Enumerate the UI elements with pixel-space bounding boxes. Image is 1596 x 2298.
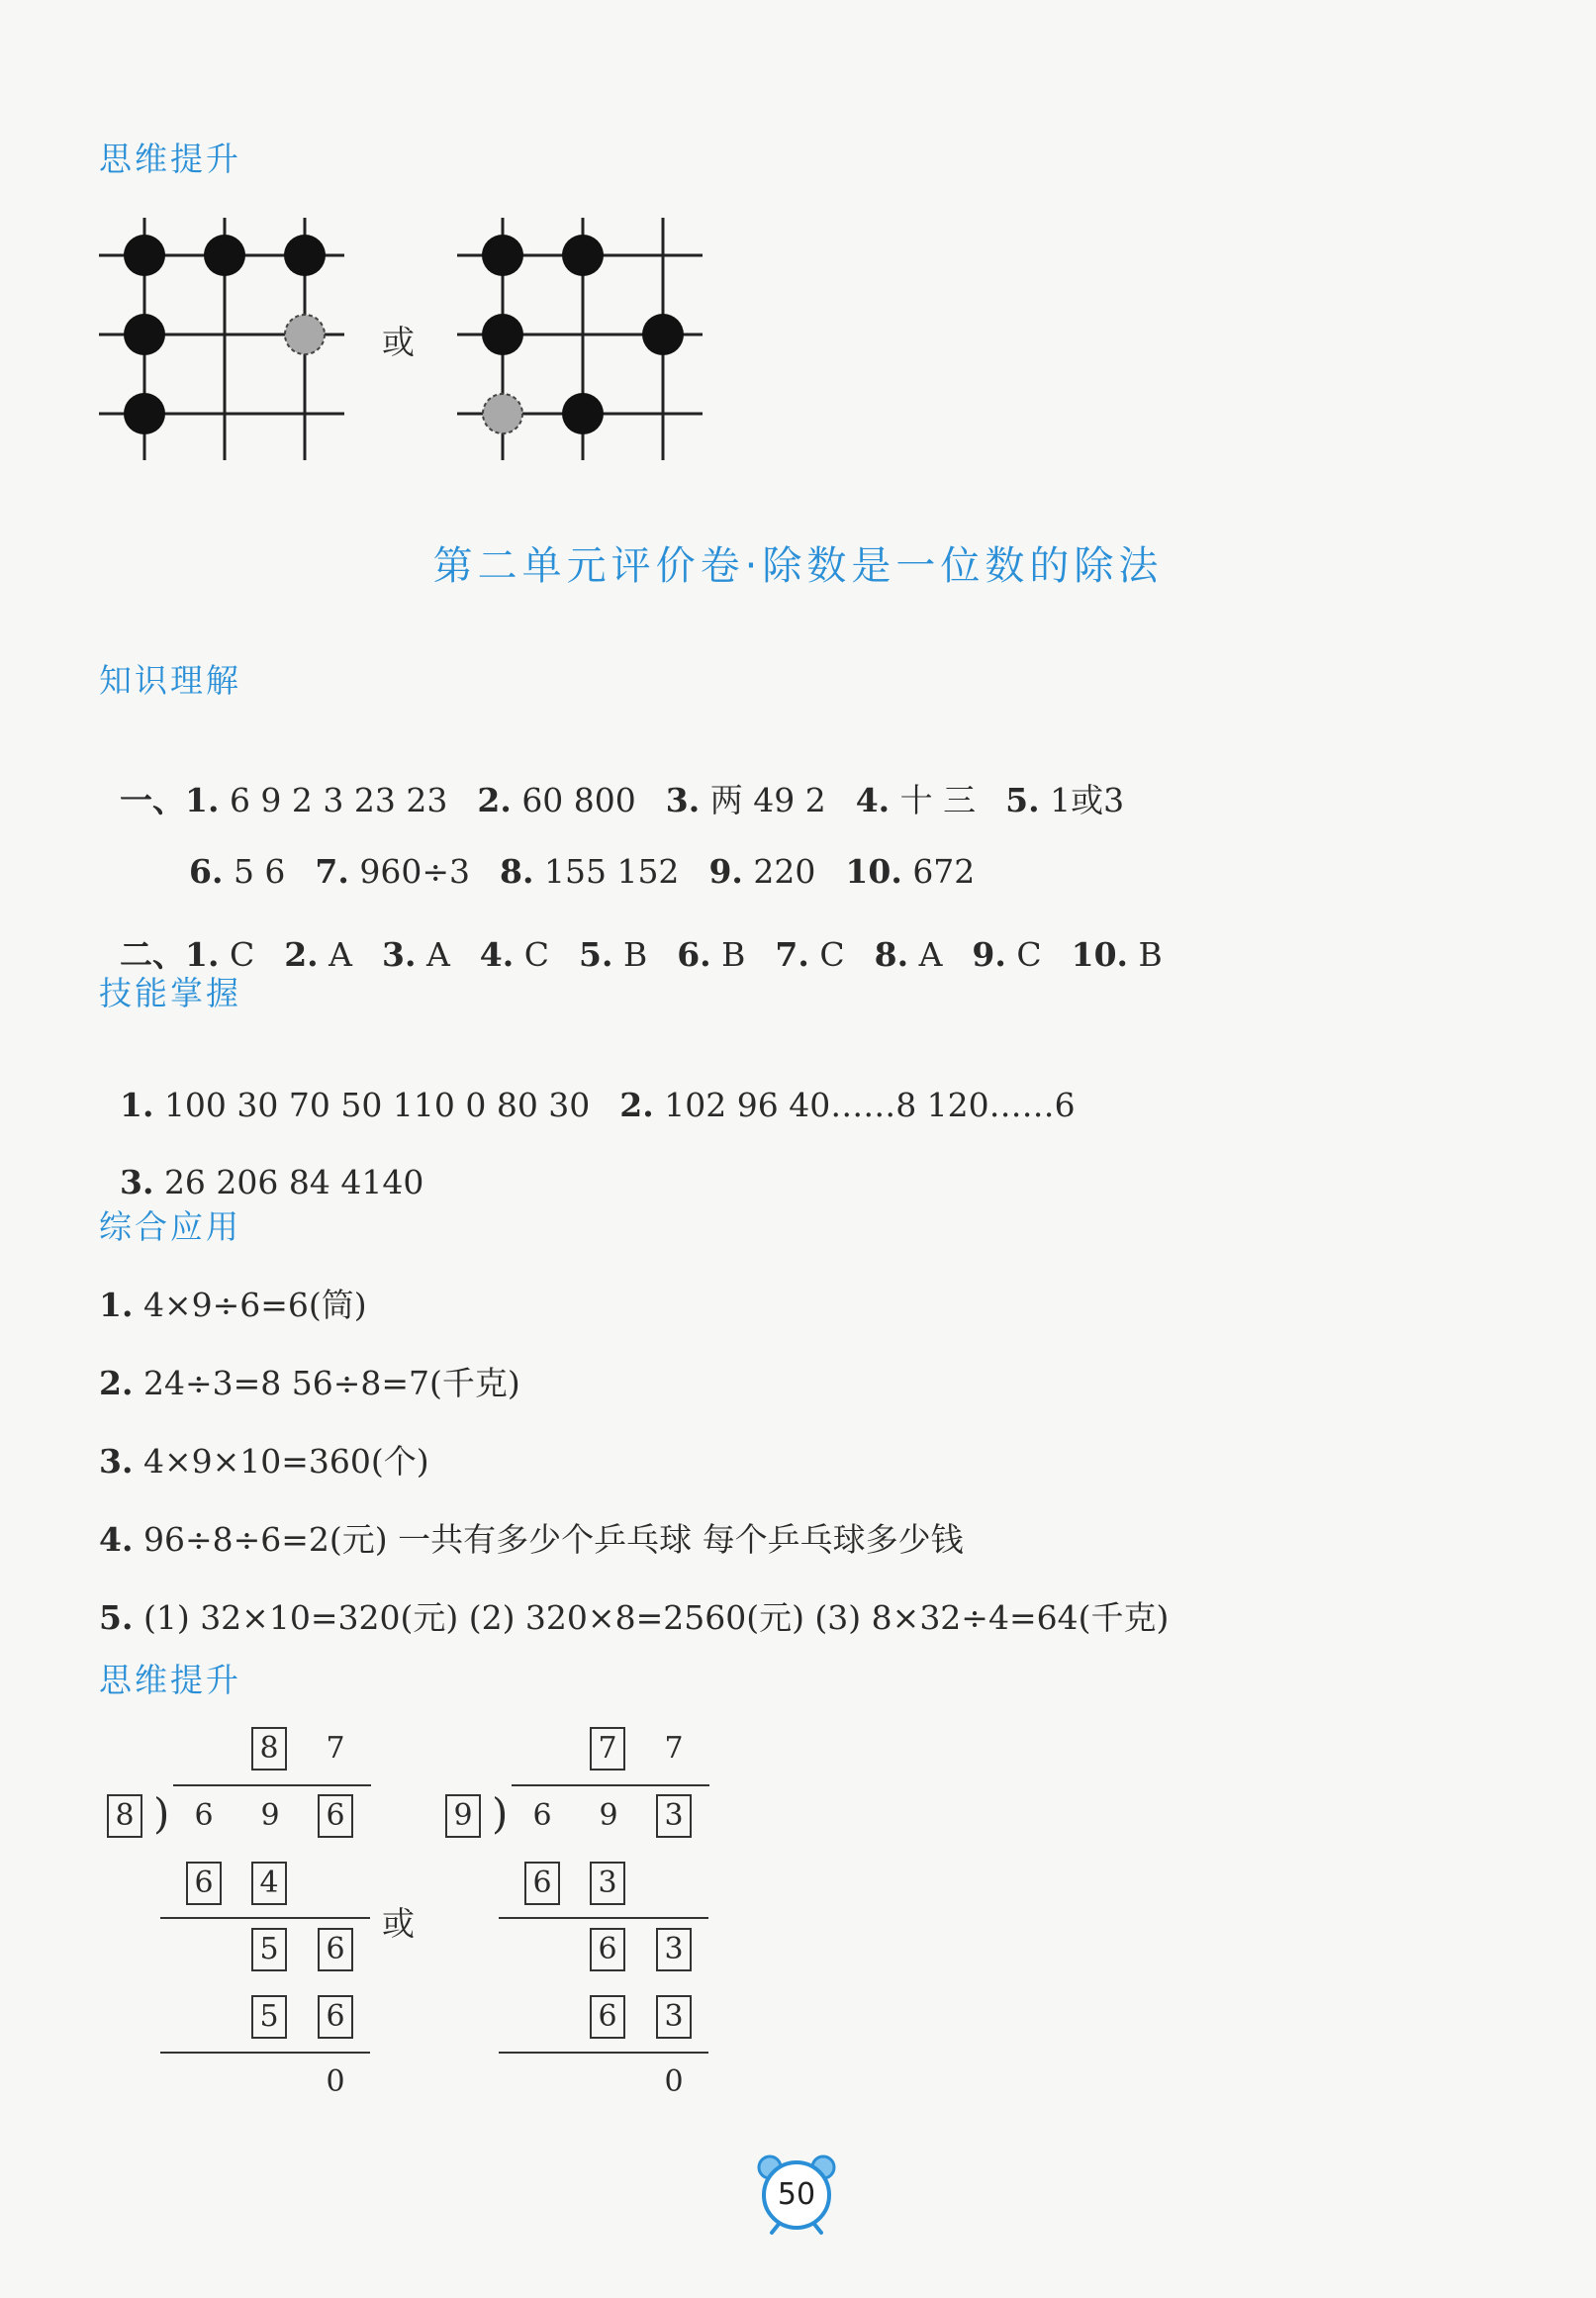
step-digit-box: 6 [524, 1862, 560, 1905]
section-title-skills: 技能掌握 [99, 974, 241, 1012]
item-number: 1. [119, 1086, 154, 1124]
answer: A [329, 935, 352, 974]
quotient-digit: 7 [326, 1731, 345, 1766]
answer: 5 6 [233, 852, 286, 891]
dividend-digit-box: 6 [318, 1794, 353, 1838]
item-number: 3. [119, 1163, 154, 1201]
answer: 672 [912, 852, 976, 891]
item-number: 1. [99, 1286, 134, 1324]
answer: B [1138, 935, 1163, 974]
gray-stone [483, 394, 522, 433]
item-number: 二、1. [119, 935, 220, 974]
page-number-badge [752, 2148, 841, 2237]
gray-stone [285, 315, 325, 354]
item-number: 7. [315, 852, 349, 891]
go-board-left [89, 208, 356, 465]
item-number: 5. [578, 935, 613, 974]
answer: 26 206 84 4140 [163, 1163, 424, 1201]
answer: C [523, 935, 549, 974]
division-bar [512, 1784, 709, 1786]
item-number: 2. [284, 935, 319, 974]
item-number: 3. [665, 781, 701, 819]
step-digit-box: 3 [656, 1995, 692, 2039]
item-number: 5. [1005, 781, 1040, 819]
item-number: 10. [1071, 935, 1129, 974]
step-digit-box: 6 [318, 1928, 353, 1971]
answer: C [229, 935, 255, 974]
remainder: 0 [326, 2064, 345, 2099]
dividend-digit: 6 [532, 1798, 552, 1833]
item-number: 3. [99, 1442, 134, 1481]
answer: (1) 32×10=320(元) (2) 320×8=2560(元) (3) 8×32÷4=64(千克) [142, 1598, 1170, 1637]
item-number: 4. [479, 935, 515, 974]
answer: 24÷3=8 56÷8=7(千克) [142, 1364, 520, 1402]
step-digit-box: 5 [251, 1928, 287, 1971]
answer: 960÷3 [359, 852, 471, 891]
answer: 100 30 70 50 110 0 80 30 [163, 1086, 591, 1124]
divisor-box: 8 [107, 1794, 142, 1838]
subtraction-line [160, 2052, 370, 2054]
item-number: 6. [677, 935, 711, 974]
application-item-3 [99, 1436, 429, 1483]
black-stone [482, 235, 523, 276]
application-item-1 [99, 1280, 367, 1326]
answer: A [918, 935, 943, 974]
item-number: 8. [874, 935, 909, 974]
step-digit-box: 6 [186, 1862, 222, 1905]
division-bracket: ) [153, 1789, 170, 1838]
item-number: 9. [972, 935, 1006, 974]
subtraction-line [160, 1917, 370, 1919]
long-division-right [437, 1727, 734, 2123]
step-digit-box: 4 [251, 1862, 287, 1905]
item-number: 6. [188, 852, 224, 891]
application-item-5 [99, 1592, 1169, 1639]
answer: A [425, 935, 450, 974]
step-digit-box: 6 [318, 1995, 353, 2039]
item-number: 2. [477, 781, 512, 819]
answer: 60 800 [521, 781, 636, 819]
answer: B [622, 935, 648, 974]
item-number: 5. [99, 1598, 134, 1637]
black-stone [204, 235, 245, 276]
step-digit-box: 5 [251, 1995, 287, 2039]
dividend-digit-box: 3 [656, 1794, 692, 1838]
answer: 96÷8÷6=2(元) 一共有多少个乒乓球 每个乒乓球多少钱 [142, 1520, 964, 1559]
page-number: 50 [777, 2177, 816, 2212]
quotient-digit-box: 7 [590, 1727, 625, 1771]
item-number: 2. [99, 1364, 134, 1402]
quotient-digit-box: 8 [251, 1727, 287, 1771]
item-number: 8. [500, 852, 534, 891]
quotient-digit: 7 [664, 1731, 684, 1766]
section-title-thinking-bottom: 思维提升 [99, 1661, 241, 1699]
divisor-box: 9 [445, 1794, 481, 1838]
subtraction-line [499, 1917, 708, 1919]
step-digit-box: 6 [590, 1995, 625, 2039]
item-number: 一、1. [119, 781, 220, 819]
item-number: 2. [619, 1086, 654, 1124]
dividend-digit: 9 [599, 1798, 618, 1833]
answer: 4×9÷6=6(筒) [142, 1286, 367, 1324]
item-number: 4. [99, 1520, 134, 1559]
answer: 220 [753, 852, 816, 891]
answer: B [721, 935, 746, 974]
black-stone [482, 314, 523, 355]
application-item-2 [99, 1358, 520, 1404]
dividend-digit: 6 [194, 1798, 214, 1833]
black-stone [284, 235, 326, 276]
item-number: 7. [775, 935, 809, 974]
subtraction-line [499, 2052, 708, 2054]
item-number: 9. [708, 852, 743, 891]
or-label-division: 或 [382, 1904, 415, 1943]
skills-row-1 [99, 1047, 1076, 1124]
answer: 102 96 40……8 120……6 [664, 1086, 1076, 1124]
black-stone [562, 393, 604, 434]
black-stone [124, 314, 165, 355]
knowledge-row-3 [99, 891, 1163, 976]
section-title-thinking-top: 思维提升 [99, 140, 241, 178]
answer: 6 9 2 3 23 23 [229, 781, 448, 819]
step-digit-box: 6 [590, 1928, 625, 1971]
unit-title: 第二单元评价卷·除数是一位数的除法 [432, 543, 1164, 589]
application-item-4 [99, 1514, 964, 1561]
item-number: 3. [381, 935, 417, 974]
black-stone [124, 393, 165, 434]
step-digit-box: 3 [590, 1862, 625, 1905]
or-label-board: 或 [382, 323, 415, 361]
black-stone [124, 235, 165, 276]
knowledge-row-2 [168, 814, 975, 891]
remainder: 0 [664, 2064, 684, 2099]
section-title-application: 综合应用 [99, 1207, 241, 1246]
section-title-knowledge: 知识理解 [99, 661, 241, 700]
go-board-right [447, 208, 714, 465]
dividend-digit: 9 [260, 1798, 280, 1833]
step-digit-box: 3 [656, 1928, 692, 1971]
knowledge-row-1 [99, 736, 1124, 821]
black-stone [642, 314, 684, 355]
answer: 两 49 2 [709, 781, 826, 819]
division-bracket: ) [492, 1789, 509, 1838]
division-bar [173, 1784, 371, 1786]
skills-row-2 [99, 1124, 423, 1201]
answer: 4×9×10=360(个) [142, 1442, 429, 1481]
answer: C [1016, 935, 1042, 974]
answer: 155 152 [543, 852, 680, 891]
answer: 1或3 [1050, 781, 1125, 819]
answer: C [819, 935, 845, 974]
answer: 十 三 [899, 781, 977, 819]
item-number: 4. [855, 781, 891, 819]
black-stone [562, 235, 604, 276]
item-number: 10. [845, 852, 902, 891]
long-division-left [99, 1727, 396, 2123]
